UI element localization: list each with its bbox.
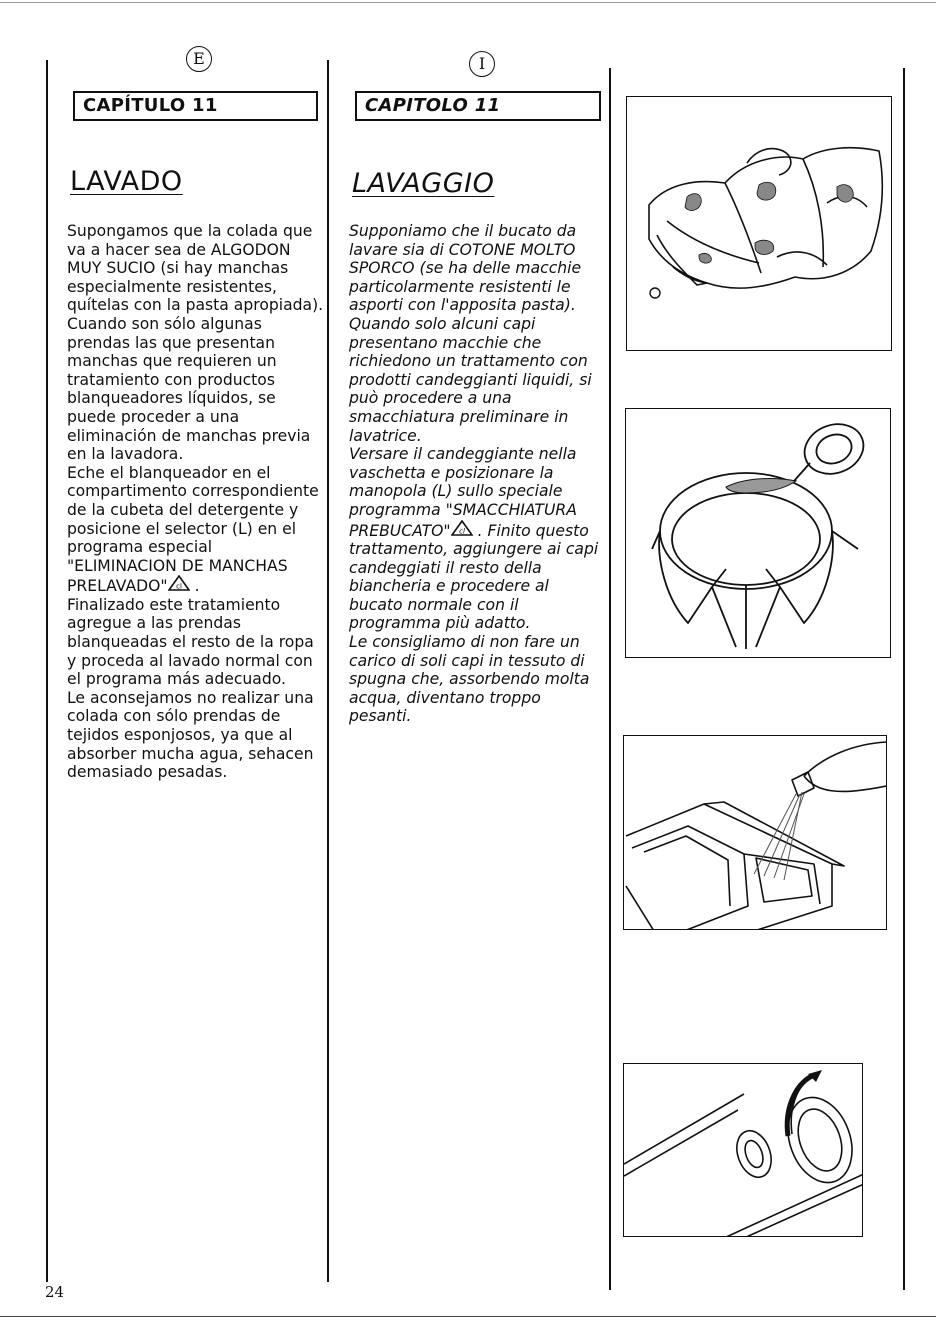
bleach-drawer-figure bbox=[623, 735, 887, 930]
warning-triangle-icon bbox=[451, 520, 473, 541]
selector-knob-figure bbox=[623, 1063, 863, 1237]
figure-column-rule-left bbox=[609, 68, 611, 1290]
spanish-section-title: LAVADO bbox=[70, 166, 183, 197]
italian-paragraph-4: Le consigliamo di non fare un carico di soli capi in tessuto di spugna che, assorbendo molta acqua, diventano troppo pesanti. bbox=[349, 633, 590, 726]
spanish-body-text bbox=[67, 222, 325, 782]
italian-section-title: LAVAGGIO bbox=[352, 168, 495, 199]
top-edge-line bbox=[0, 2, 936, 3]
italian-language-badge: I bbox=[469, 51, 495, 77]
spanish-paragraph-3 bbox=[67, 464, 325, 596]
collar-treatment-figure bbox=[625, 408, 891, 658]
italian-chapter-heading: CAPITOLO 11 bbox=[355, 91, 601, 121]
italian-body-text bbox=[349, 222, 605, 726]
bottom-edge-line bbox=[0, 1316, 936, 1317]
spanish-paragraph-3-text: Eche el blanqueador en el compartimento correspondiente de la cubeta del detergente y posicione el selector (L) en el programa especial "ELIMINACION DE MANCHAS PRELAVADO" bbox=[67, 463, 319, 596]
stained-laundry-icon bbox=[627, 97, 892, 351]
italian-paragraph-1: Supponiamo che il bucato da lavare sia di COTONE MOLTO SPORCO (se ha delle macchie particolarmente resistenti le asporti con l'apposita pasta). bbox=[349, 222, 582, 315]
spanish-language-badge: E bbox=[186, 46, 212, 72]
italian-paragraph-3 bbox=[349, 445, 605, 633]
italian-paragraph-3-text: Versare il candeggiante nella vaschetta e posizionare la manopola (L) sullo speciale programma "SMACCHIATURA PREBUCATO" bbox=[349, 445, 577, 540]
pouring-bleach-drawer-icon bbox=[624, 736, 887, 930]
spanish-paragraph-2: Cuando son sólo algunas prendas las que presentan manchas que requieren un tratamiento con productos blanqueadores líquidos, se puede proceder a una eliminación de manchas previa en la lavadora. bbox=[67, 314, 311, 464]
warning-triangle-icon bbox=[168, 575, 190, 596]
spanish-paragraph-5: Le aconsejamos no realizar una colada con sólo prendas de tejidos esponjosos, ya que al absorber mucha agua, sehacen demasiado pesadas. bbox=[67, 688, 314, 782]
page-number: 24 bbox=[45, 1283, 65, 1301]
selector-knob-icon bbox=[624, 1064, 863, 1237]
spanish-paragraph-4: Finalizado este tratamiento agregue a las prendas blanqueadas el resto de la ropa y proceda al lavado normal con el programa más adecuado. bbox=[67, 595, 314, 689]
figure-column-rule-right bbox=[903, 68, 905, 1290]
collar-stain-remover-icon bbox=[626, 409, 891, 658]
warning-icon-letter: cl bbox=[175, 582, 182, 591]
warning-icon-letter: cl bbox=[458, 527, 465, 535]
left-margin-rule bbox=[46, 60, 48, 1282]
spanish-chapter-heading: CAPÍTULO 11 bbox=[73, 91, 318, 121]
stained-laundry-figure bbox=[626, 96, 892, 351]
spanish-paragraph-1: Supongamos que la colada que va a hacer sea de ALGODON MUY SUCIO (si hay manchas especialmente resistentes, quítelas con la pasta apropiada). bbox=[67, 222, 324, 315]
spanish-paragraph-3-end: . bbox=[189, 577, 200, 596]
middle-column-rule bbox=[327, 60, 329, 1282]
italian-paragraph-2: Quando solo alcuni capi presentano macchie che richiedono un trattamento con prodotti candeggianti liquidi, si può procedere a una smacchiatura preliminare in lavatrice. bbox=[349, 314, 592, 445]
italian-paragraph-3-end: . Finito questo trattamento, aggiungere ai capi candeggiati il resto della biancheria e procedere al bucato normale con il programma più adatto. bbox=[349, 521, 599, 633]
